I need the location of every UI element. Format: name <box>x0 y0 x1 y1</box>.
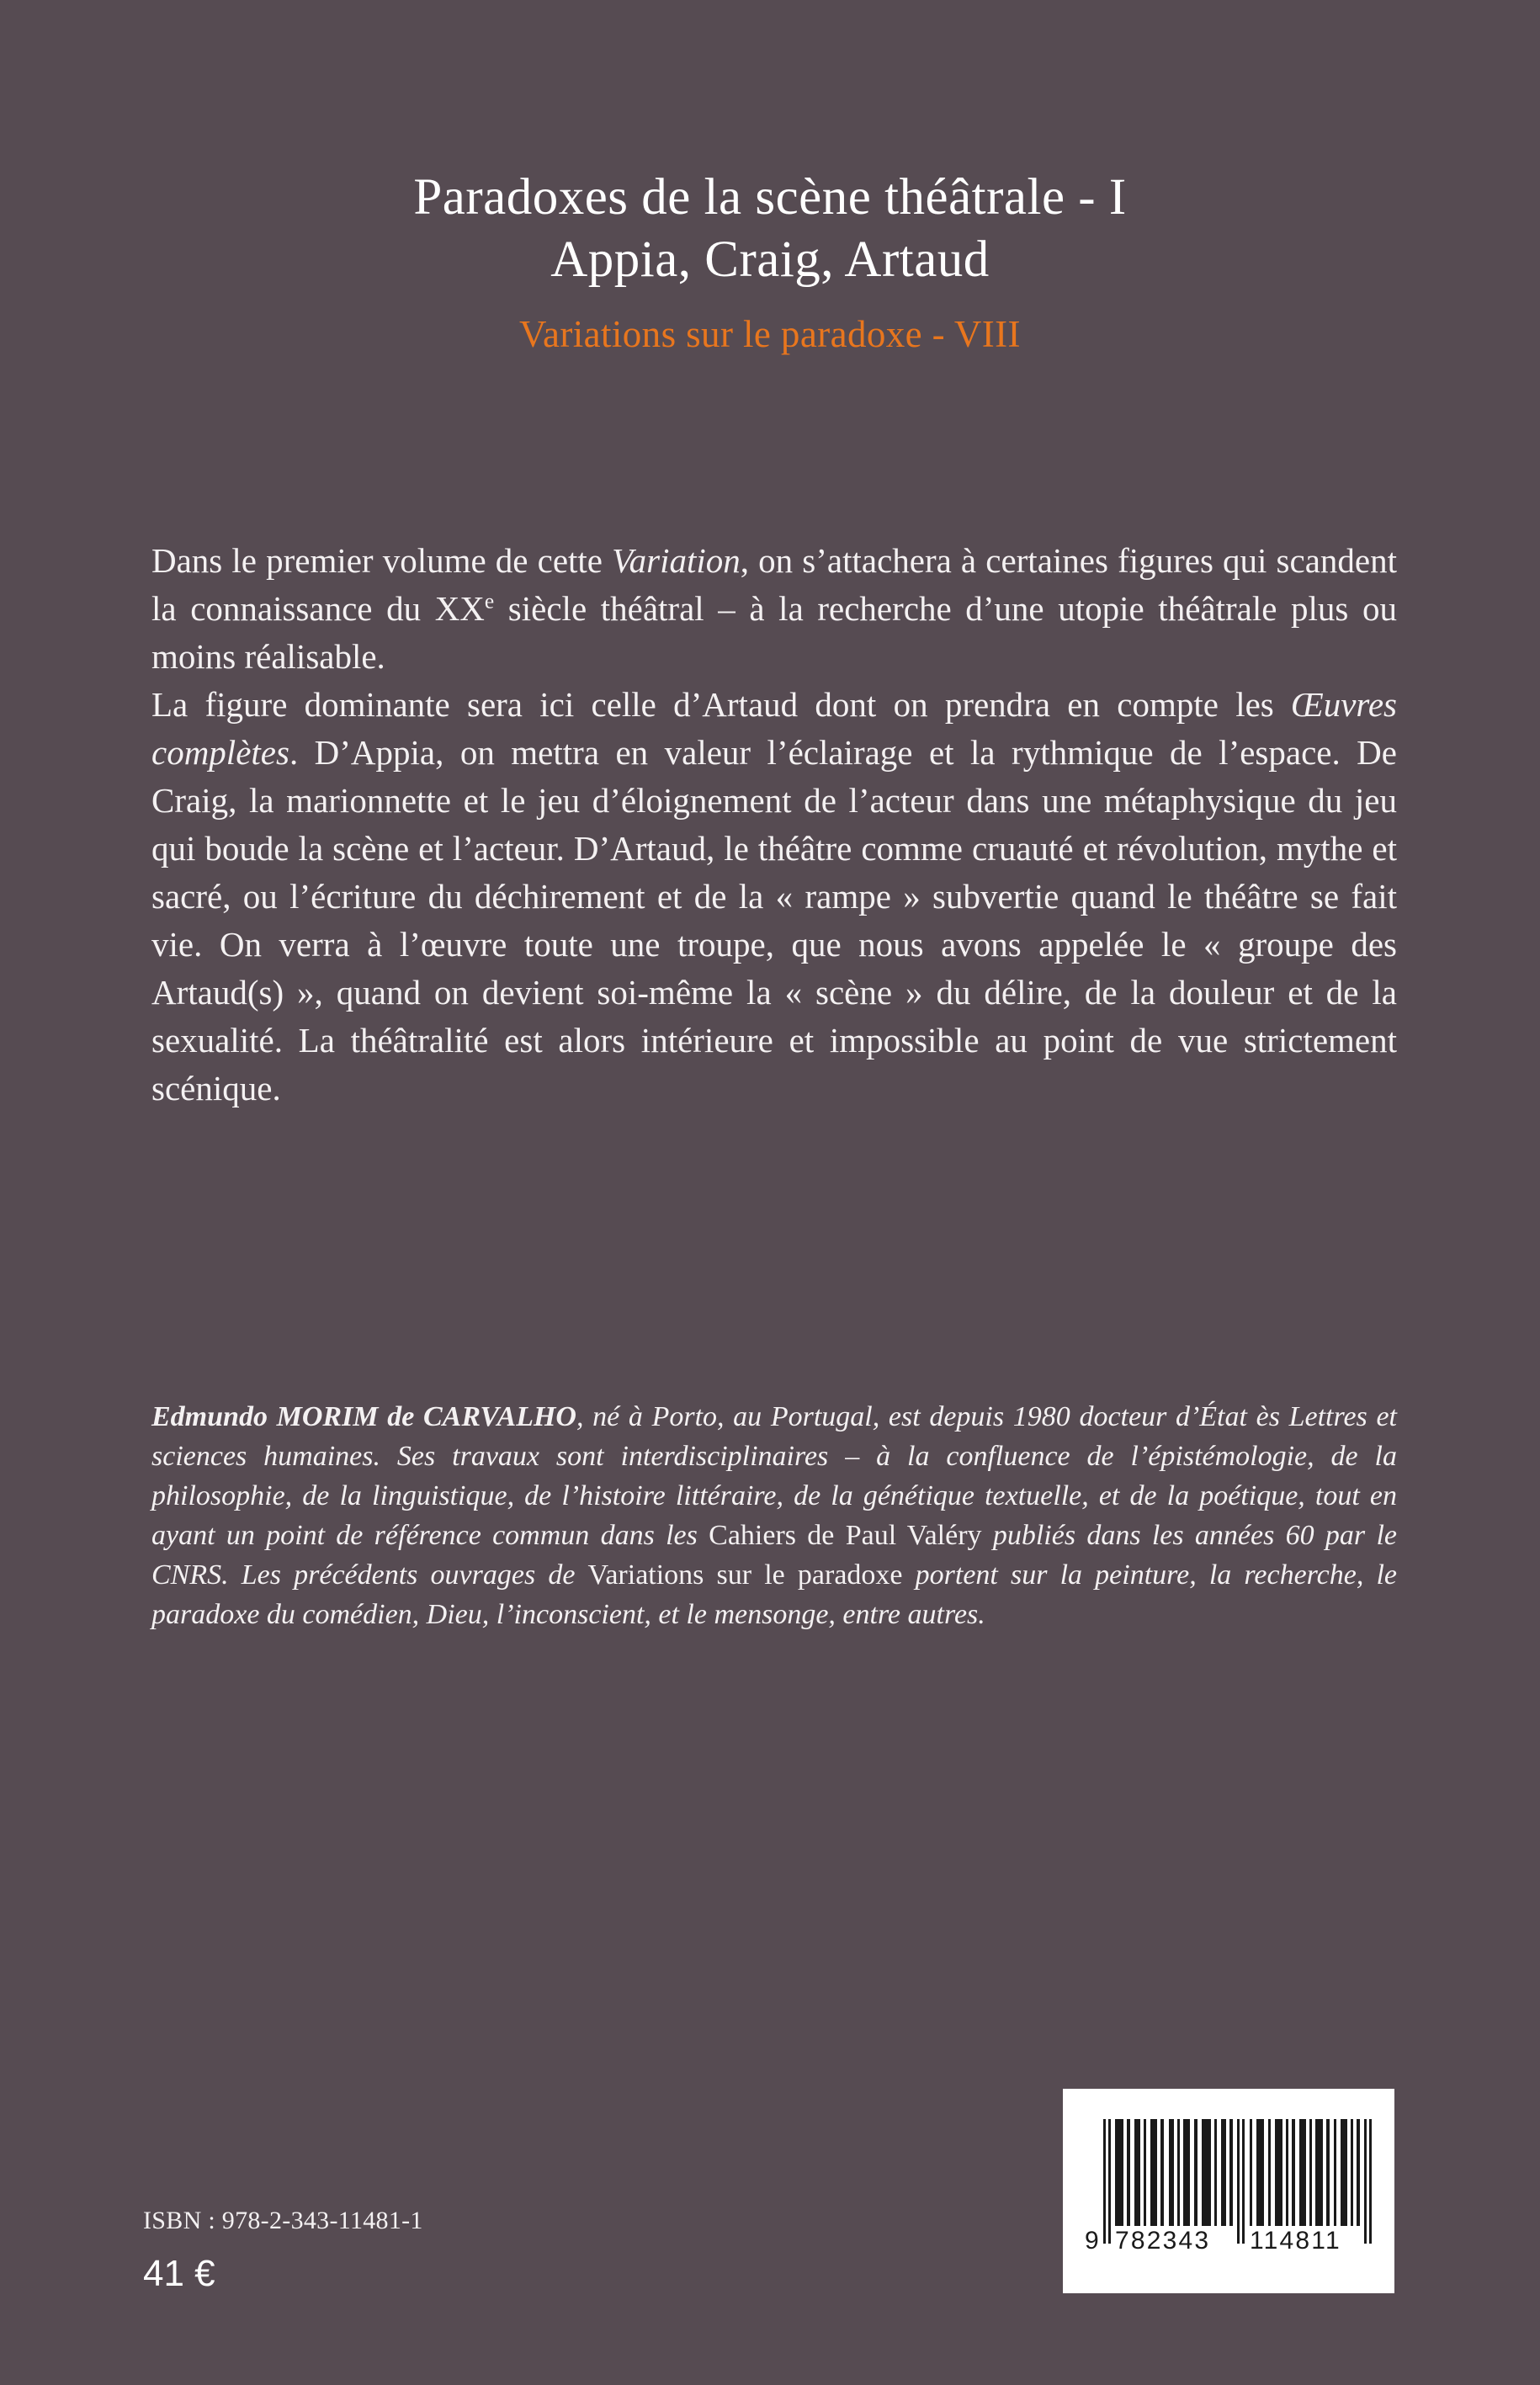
author-name: Edmundo MORIM de CARVALHO <box>151 1401 576 1432</box>
author-bio <box>151 1397 1397 1634</box>
bio-part-1: , né à Porto, au Portugal, est depuis 1980 docteur d’État ès Lettres et sciences humaines. Ses travaux sont interdisciplinaires – à la confluence de l’épistémologie, de la philosophie, de la linguistique, de l’histoire littéraire, de la génétique textuelle, et de la poétique, tout en ayant un point de référence commun dans les <box>151 1401 1397 1551</box>
blurb-p2-italic-oeuvres: Œuvres complètes <box>151 685 1397 772</box>
barcode-digits-left-group: 782343 <box>1115 2227 1211 2255</box>
series-subtitle: Variations sur le paradoxe - VIII <box>519 313 1021 355</box>
blurb-p1-superscript-e: e <box>484 589 495 614</box>
blurb-p2-part-b: . D’Appia, on mettra en valeur l’éclairage et la rythmique de l’espace. De Craig, la marionnette et le jeu d’éloignement de l’acteur dans une métaphysique du jeu qui boude la scène et l’acteur. D’Artaud, le théâtre comme cruauté et révolution, mythe et sacré, ou l’écriture du déchirement et de la « rampe » subvertie quand le théâtre se fait vie. On verra à l’œuvre toute une troupe, que nous avons appelée le « groupe des Artaud(s) », quand on devient soi-même la « scène » du délire, de la douleur et de la sexualité. La théâtralité est alors intérieure et impossible au point de vue strictement scénique. <box>151 733 1397 1108</box>
blurb-text <box>151 537 1397 1113</box>
isbn-text: ISBN : 978-2-343-11481-1 <box>143 2207 423 2234</box>
bio-part-3: portent sur la peinture, la recherche, le paradoxe du comédien, Dieu, l’inconscient, et le mensonge, entre autres. <box>151 1559 1397 1630</box>
title-line-2: Appia, Craig, Artaud <box>550 231 990 288</box>
barcode-digits-right-group: 114811 <box>1250 2227 1341 2255</box>
title-block <box>0 167 1540 357</box>
blurb-p1-part-b: , on s’attachera à certaines figures qui scandent la connaissance du XX <box>151 541 1397 628</box>
bio-work-variations: Variations sur le paradoxe <box>587 1559 903 1591</box>
barcode-box <box>1063 2089 1394 2293</box>
bio-part-2: publiés dans les années 60 par le CNRS. Les précédents ouvrages de <box>151 1520 1397 1591</box>
barcode-digit-prefix: 9 <box>1085 2227 1101 2255</box>
blurb-p1-part-a: Dans le premier volume de cette <box>151 541 613 580</box>
blurb-p1-part-c: siècle théâtral – à la recherche d’une utopie théâtrale plus ou moins réalisable. <box>151 589 1397 676</box>
blurb-p1-italic-variation: Variation <box>612 541 741 580</box>
ean13-barcode-icon <box>1063 2089 1394 2293</box>
title-line-1: Paradoxes de la scène théâtrale - I <box>413 169 1127 226</box>
blurb-paragraph-2 <box>151 681 1397 1113</box>
blurb-paragraph-1 <box>151 537 1397 681</box>
price-text: 41 € <box>143 2253 215 2294</box>
blurb-p2-part-a: La figure dominante sera ici celle d’Artaud dont on prendra en compte les <box>151 685 1292 724</box>
bio-work-cahiers: Cahiers de Paul Valéry <box>709 1520 982 1551</box>
